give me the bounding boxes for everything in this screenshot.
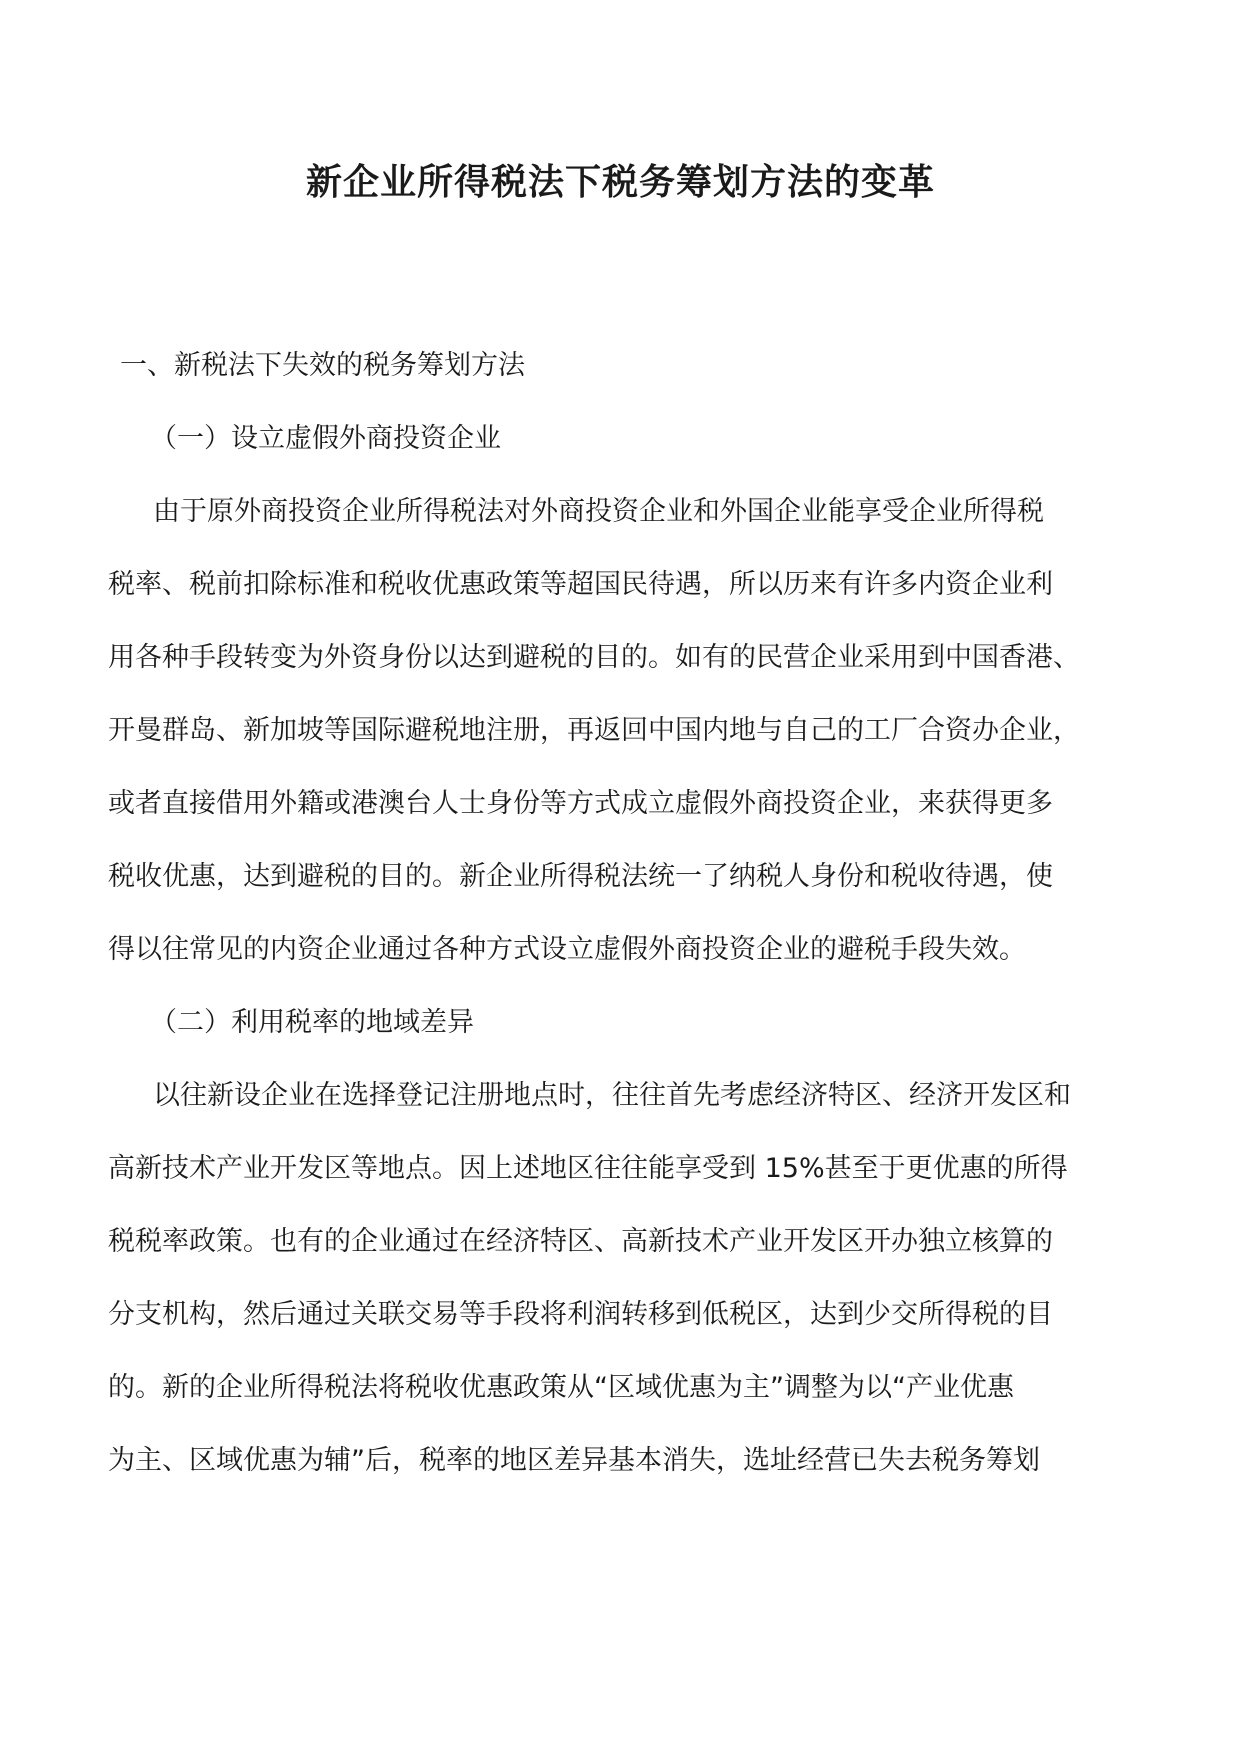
paragraph-line: 为主、区域优惠为辅”后，税率的地区差异基本消失，选址经营已失去税务筹划 [108,1445,1040,1476]
paragraph-line: 开曼群岛、新加坡等国际避税地注册，再返回中国内地与自己的工厂合资办企业， [108,715,1080,746]
paragraph-line: 用各种手段转变为外资身份以达到避税的目的。如有的民营企业采用到中国香港、 [108,642,1080,673]
paragraph-line: 高新技术产业开发区等地点。因上述地区往往能享受到 15%甚至于更优惠的所得 [108,1153,1068,1184]
paragraph-line: 得以往常见的内资企业通过各种方式设立虚假外商投资企业的避税手段失效。 [108,934,1026,965]
paragraph-line: 或者直接借用外籍或港澳台人士身份等方式成立虚假外商投资企业，来获得更多 [108,788,1053,819]
document-title: 新企业所得税法下税务筹划方法的变革 [305,161,935,203]
paragraph-line: 的。新的企业所得税法将税收优惠政策从“区域优惠为主”调整为以“产业优惠 [108,1372,1014,1403]
paragraph-line: 以往新设企业在选择登记注册地点时，往往首先考虑经济特区、经济开发区和 [153,1080,1071,1111]
paragraph-line: 税税率政策。也有的企业通过在经济特区、高新技术产业开发区开办独立核算的 [108,1226,1053,1257]
subsection-heading: （一）设立虚假外商投资企业 [150,423,501,454]
paragraph-line: 税率、税前扣除标准和税收优惠政策等超国民待遇，所以历来有许多内资企业利 [108,569,1053,600]
paragraph-line: 由于原外商投资企业所得税法对外商投资企业和外国企业能享受企业所得税 [153,496,1044,527]
section-heading: 一、新税法下失效的税务筹划方法 [120,350,525,381]
paragraph-line: 税收优惠，达到避税的目的。新企业所得税法统一了纳税人身份和税收待遇，使 [108,861,1053,892]
paragraph-line: 分支机构，然后通过关联交易等手段将利润转移到低税区，达到少交所得税的目 [108,1299,1053,1330]
subsection-heading: （二）利用税率的地域差异 [150,1007,474,1038]
